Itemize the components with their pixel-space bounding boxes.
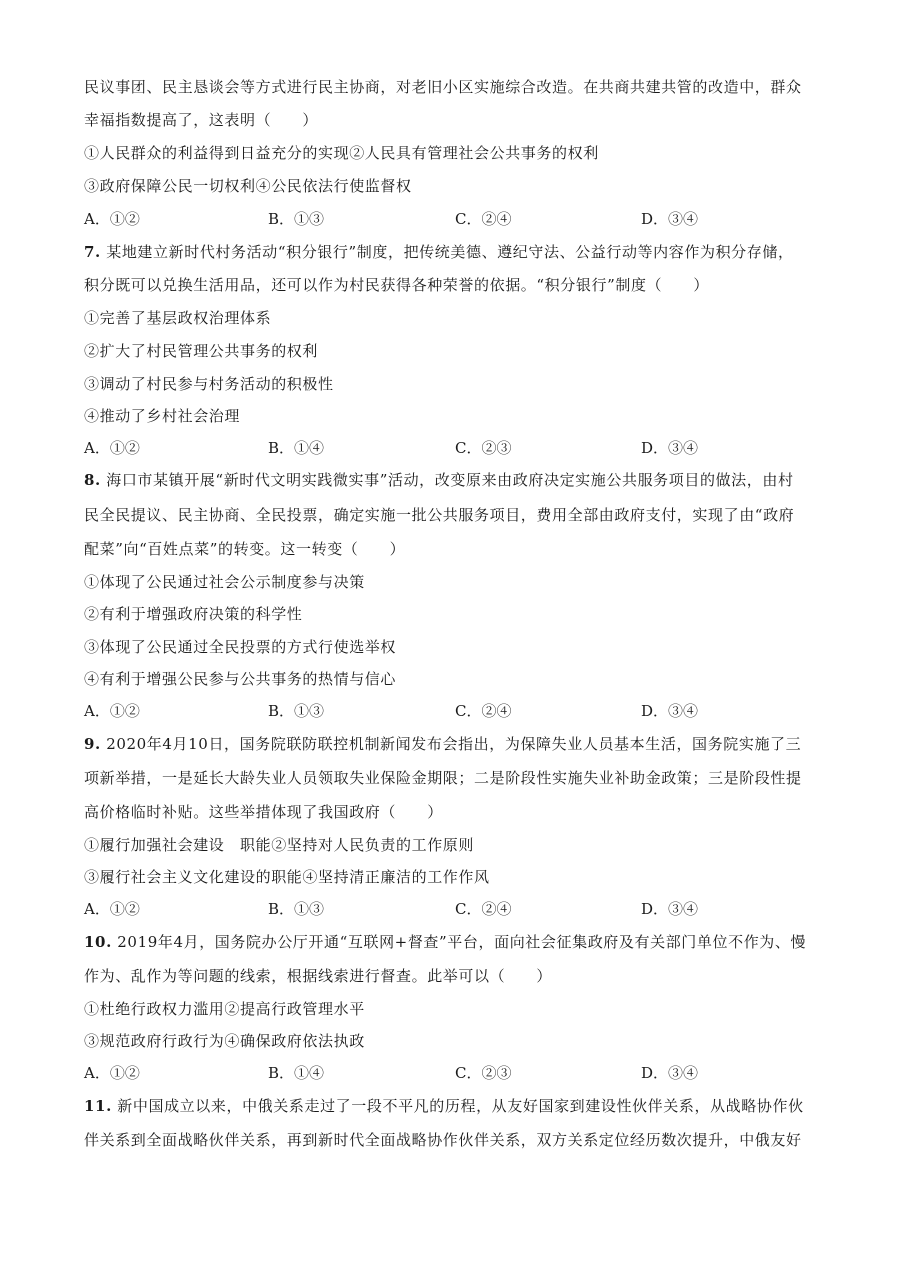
q8-stem-line-1	[84, 470, 794, 490]
q10-statement-1-2: ①杜绝行政权力滥用②提高行政管理水平	[84, 1000, 365, 1018]
q11-stem-line-2: 伴关系到全面战略伙伴关系，再到新时代全面战略协作伙伴关系，双方关系定位经历数次提升，中俄友好	[84, 1131, 802, 1149]
q9-stem-text-1: 2020年4月10日，国务院联防联控机制新闻发布会指出，为保障失业人员基本生活，国务院实施了三	[106, 735, 802, 753]
q10-stem-line-1	[84, 932, 806, 952]
q7-stem-line-2: 积分既可以兑换生活用品，还可以作为村民获得各种荣誉的依据。“积分银行”制度（ ）	[84, 276, 709, 294]
q7-statement-2: ②扩大了村民管理公共事务的权利	[84, 342, 319, 360]
q7-stem-text-1: 某地建立新时代村务活动“积分银行”制度，把传统美德、遵纪守法、公益行动等内容作为积分存储，	[106, 243, 794, 261]
q7-statement-3: ③调动了村民参与村务活动的积极性	[84, 375, 334, 393]
q11-stem-text-1: 新中国成立以来，中俄关系走过了一段不平凡的历程，从友好国家到建设性伙伴关系，从战略协作伙	[117, 1097, 804, 1115]
q9-stem-line-1	[84, 734, 801, 754]
q7-option-d[interactable]: D．③④	[641, 439, 699, 457]
q6-option-b[interactable]: B．①③	[268, 210, 325, 228]
q6-statement-1-2: ①人民群众的利益得到日益充分的实现②人民具有管理社会公共事务的权利	[84, 144, 599, 162]
q8-stem-line-3: 配菜”向“百姓点菜”的转变。这一转变（ ）	[84, 540, 406, 558]
q9-stem-line-2: 项新举措，一是延长大龄失业人员领取失业保险金期限；二是阶段性实施失业补助金政策；三是阶段性提	[84, 769, 802, 787]
q8-stem-line-2: 民全民提议、民主协商、全民投票，确定实施一批公共服务项目，费用全部由政府支付，实现了由“政府	[84, 506, 795, 524]
q7-option-b[interactable]: B．①④	[268, 439, 325, 457]
q8-option-c[interactable]: C．②④	[455, 702, 512, 720]
q10-option-c[interactable]: C．②③	[455, 1064, 512, 1082]
q8-statement-3: ③体现了公民通过全民投票的方式行使选举权	[84, 638, 397, 656]
q7-number: 7.	[84, 243, 101, 261]
q7-option-c[interactable]: C．②③	[455, 439, 512, 457]
q10-number: 10.	[84, 933, 112, 951]
q10-statement-3-4: ③规范政府行政行为④确保政府依法执政	[84, 1032, 365, 1050]
q7-option-a[interactable]: A．①②	[84, 439, 140, 457]
q6-stem-line-2: 幸福指数提高了，这表明（ ）	[84, 111, 319, 129]
q11-stem-line-1	[84, 1096, 804, 1116]
q6-option-c[interactable]: C．②④	[455, 210, 512, 228]
q10-stem-line-2: 作为、乱作为等问题的线索，根据线索进行督查。此举可以（ ）	[84, 967, 553, 985]
q8-statement-4: ④有利于增强公民参与公共事务的热情与信心	[84, 670, 397, 688]
q10-option-b[interactable]: B．①④	[268, 1064, 325, 1082]
q9-option-b[interactable]: B．①③	[268, 900, 325, 918]
q8-statement-1: ①体现了公民通过社会公示制度参与决策	[84, 573, 365, 591]
q7-statement-4: ④推动了乡村社会治理	[84, 407, 241, 425]
q9-statement-3-4: ③履行社会主义文化建设的职能④坚持清正廉洁的工作作风	[84, 868, 490, 886]
q6-option-d[interactable]: D．③④	[641, 210, 699, 228]
q9-option-d[interactable]: D．③④	[641, 900, 699, 918]
q9-option-a[interactable]: A．①②	[84, 900, 140, 918]
q7-stem-line-1	[84, 242, 794, 262]
q8-option-a[interactable]: A．①②	[84, 702, 140, 720]
q9-option-c[interactable]: C．②④	[455, 900, 512, 918]
q6-statement-3-4: ③政府保障公民一切权利④公民依法行使监督权	[84, 177, 412, 195]
q8-stem-text-1: 海口市某镇开展“新时代文明实践微实事”活动，改变原来由政府决定实施公共服务项目的做法，由村	[106, 471, 794, 489]
q8-option-b[interactable]: B．①③	[268, 702, 325, 720]
q10-option-a[interactable]: A．①②	[84, 1064, 140, 1082]
q8-option-d[interactable]: D．③④	[641, 702, 699, 720]
q9-number: 9.	[84, 735, 101, 753]
q6-option-a[interactable]: A．①②	[84, 210, 140, 228]
q9-stem-line-3: 高价格临时补贴。这些举措体现了我国政府（ ）	[84, 803, 443, 821]
q6-stem-line-1: 民议事团、民主恳谈会等方式进行民主协商，对老旧小区实施综合改造。在共商共建共管的改造中，群众	[84, 78, 802, 96]
q10-stem-text-1: 2019年4月，国务院办公厅开通“互联网+督查”平台，面向社会征集政府及有关部门单位不作为、慢	[117, 933, 807, 951]
q9-statement-1-2: ①履行加强社会建设 职能②坚持对人民负责的工作原则	[84, 836, 475, 854]
q11-number: 11.	[84, 1097, 112, 1115]
q8-statement-2: ②有利于增强政府决策的科学性	[84, 605, 303, 623]
q10-option-d[interactable]: D．③④	[641, 1064, 699, 1082]
q7-statement-1: ①完善了基层政权治理体系	[84, 309, 272, 327]
q8-number: 8.	[84, 471, 101, 489]
